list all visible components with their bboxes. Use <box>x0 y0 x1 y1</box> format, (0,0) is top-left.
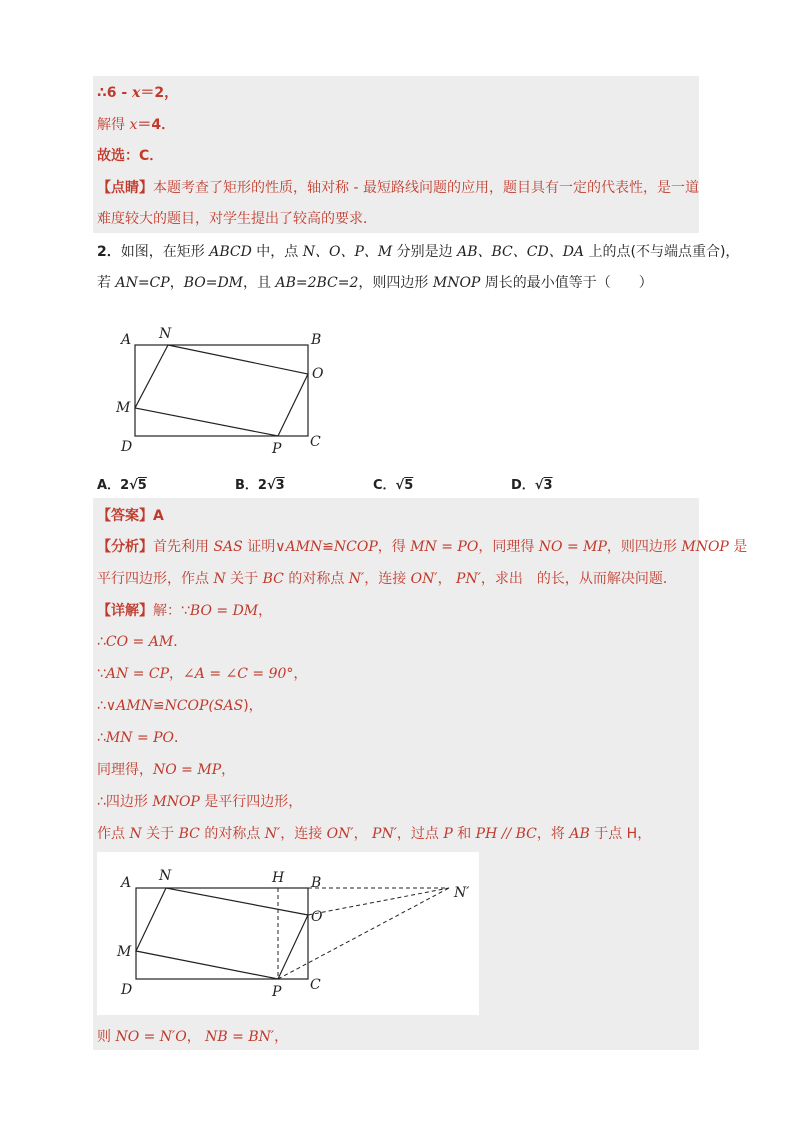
figure-2-symmetry-diagram <box>97 852 479 1015</box>
question-line-2: 若 AN=CP，BO=DM，且 AB=2BC=2，则四边形 MNOP 周长的最小值等于（ ） <box>97 275 653 291</box>
label-C: C <box>310 434 321 450</box>
label-P: P <box>272 441 282 457</box>
figure-1-rectangle-diagram <box>110 322 340 457</box>
comment-line-1: 【点睛】本题考查了矩形的性质，轴对称 - 最短路线问题的应用，题目具有一定的代表性，是一道 <box>97 180 699 196</box>
label-D2: D <box>121 982 133 998</box>
figure-2-box <box>97 852 479 1015</box>
detail-line-8: 作点 N 关于 BC 的对称点 N′，连接 ON′， PN′，过点 P 和 PH // BC，将 AB 于点 H， <box>97 826 652 842</box>
label-C2: C <box>310 977 321 993</box>
solve-line: 解得 x＝4． <box>97 117 176 133</box>
label-O: O <box>312 366 324 382</box>
option-b[interactable]: B．2√3 <box>235 478 285 493</box>
analysis-line-1: 【分析】首先利用 SAS 证明∨AMN≌NCOP，得 MN = PO，同理得 NO = MP，则四边形 MNOP 是 <box>97 539 748 555</box>
detail-line-6: 同理得，NO = MP， <box>97 762 236 778</box>
label-B2: B <box>311 875 322 891</box>
label-B: B <box>311 332 322 348</box>
label-M: M <box>116 400 131 416</box>
label-O2: O <box>311 909 323 925</box>
label-D: D <box>121 439 133 455</box>
detail-line-7: ∴四边形 MNOP 是平行四边形， <box>97 794 303 810</box>
label-H: H <box>272 870 285 886</box>
option-d[interactable]: D．√3 <box>511 478 553 493</box>
label-A2: A <box>121 875 132 891</box>
analysis-line-2: 平行四边形，作点 N 关于 BC 的对称点 N′，连接 ON′， PN′，求出 的长，从而解决问题． <box>97 571 677 587</box>
label-N2: N <box>159 868 172 884</box>
detail-line-3: ∵AN = CP，∠A = ∠C = 90°， <box>97 666 308 682</box>
option-a[interactable]: A．2√5 <box>97 478 147 493</box>
answer-line: 【答案】A <box>97 508 164 524</box>
detail-line-5: ∴MN = PO． <box>97 730 189 746</box>
detail-line-2: ∴CO = AM． <box>97 634 188 650</box>
question-line-1: 2．如图，在矩形 ABCD 中，点 N、O、P、M 分别是边 AB、BC、CD、DA 上的点(不与端点重合)， <box>97 244 740 260</box>
label-N-prime: N′ <box>454 885 470 901</box>
choice-line: 故选：C． <box>97 148 164 164</box>
label-M2: M <box>117 944 132 960</box>
option-c[interactable]: C．√5 <box>373 478 414 493</box>
label-N: N <box>159 326 172 342</box>
comment-line-2: 难度较大的题目，对学生提出了较高的要求． <box>97 211 377 227</box>
label-A: A <box>121 332 132 348</box>
label-P2: P <box>272 984 282 1000</box>
detail-line-1: 【详解】解：∵BO = DM， <box>97 603 273 619</box>
conclusion-line: ∴6 - x＝2， <box>97 85 179 101</box>
final-line: 则 NO = N′O， NB = BN′， <box>97 1029 289 1045</box>
detail-line-4: ∴∨AMN≌NCOP(SAS)， <box>97 698 263 714</box>
